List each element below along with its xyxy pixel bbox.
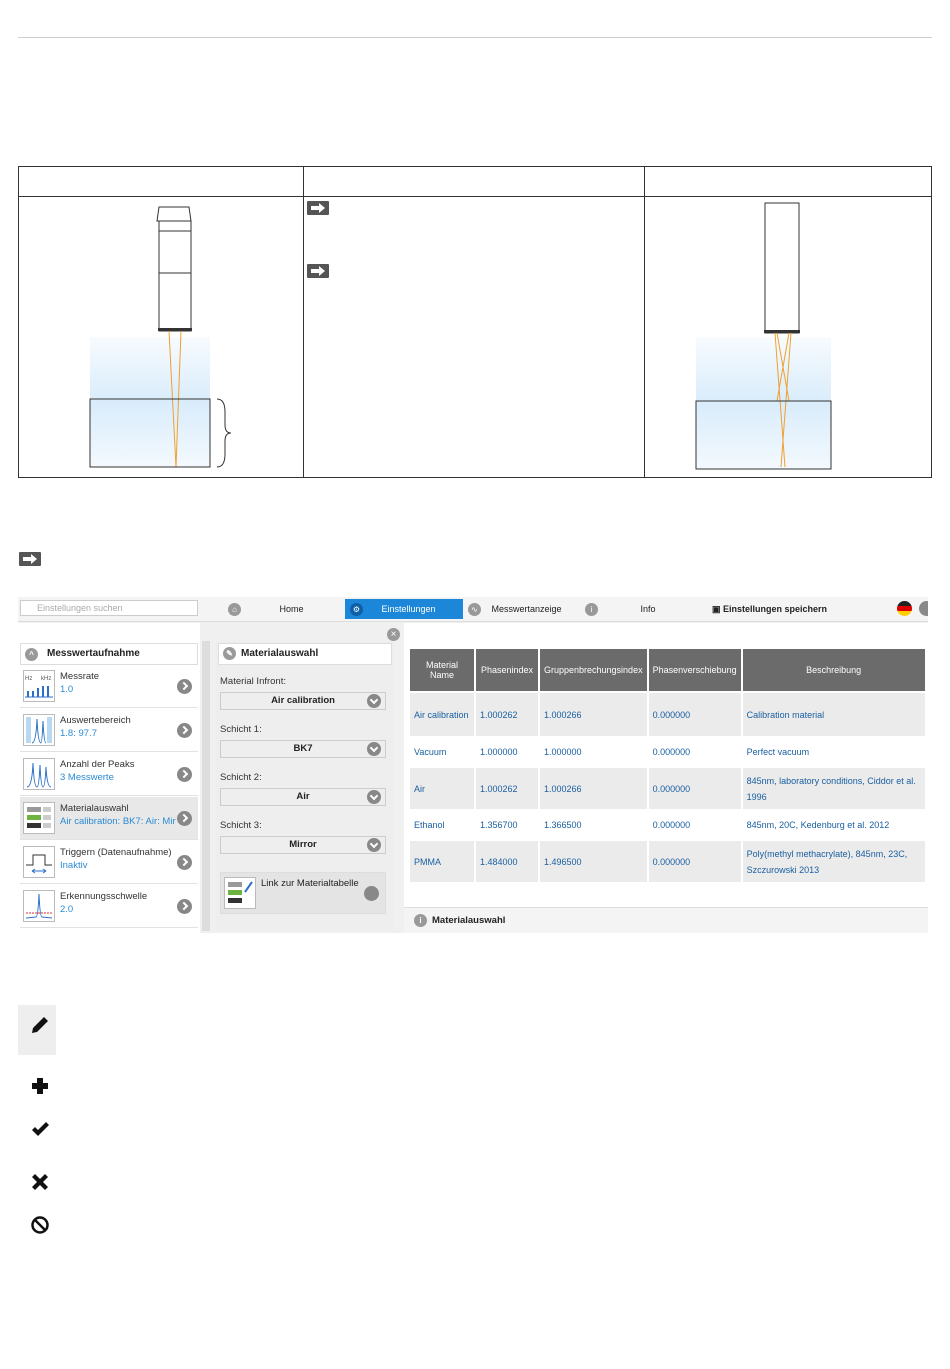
chevron-down-icon (367, 742, 381, 756)
nav-settings[interactable]: ⚙ Einstellungen (345, 599, 463, 619)
home-icon: ⌂ (228, 603, 241, 616)
sensor-glass-diagram (645, 197, 932, 479)
chevron-icon[interactable] (919, 601, 928, 616)
table-row[interactable]: Air calibration 1.000262 1.000266 0.000000 Calibration material (410, 693, 925, 736)
forbidden-icon (30, 1215, 50, 1235)
chevron-down-icon (367, 694, 381, 708)
chevron-down-icon (367, 838, 381, 852)
chevron-right-icon[interactable] (177, 899, 192, 914)
software-screenshot (18, 597, 928, 933)
chevron-right-icon[interactable] (177, 723, 192, 738)
svg-text:Hz: Hz (25, 676, 33, 682)
material-table-icon (224, 877, 256, 909)
arrow-icon (307, 264, 329, 283)
list-item[interactable]: Hz kHz Messrate 1.0 (20, 665, 198, 708)
list-item[interactable]: Anzahl der Peaks 3 Messwerte (20, 753, 198, 796)
nav-info[interactable]: i Info (585, 599, 695, 619)
arrow-icon (19, 552, 41, 571)
nav-measurement[interactable]: ∿ Messwertanzeige (468, 599, 578, 619)
list-item[interactable]: Triggern (Datenaufnahme) Inaktiv (20, 841, 198, 884)
settings-list (18, 623, 200, 933)
top-rule (18, 37, 932, 38)
chevron-right-icon[interactable] (177, 767, 192, 782)
wave-icon: ∿ (468, 603, 481, 616)
nav-save[interactable]: ▣ Einstellungen speichern (712, 604, 828, 614)
chevron-down-icon (367, 790, 381, 804)
list-item[interactable]: Auswertebereich 1.8: 97.7 (20, 709, 198, 752)
table-row[interactable]: Air 1.000262 1.000266 0.000000 845nm, laboratory conditions, Ciddor et al. 1996 (410, 768, 925, 809)
layer3-select[interactable]: Mirror (220, 836, 386, 854)
plus-icon (30, 1076, 50, 1096)
material-table: Material Name Phasenindex Gruppenbrechungsindex Phasenverschiebung Beschreibung Air calibration 1.000262 1.000266 0.000000 Calibration material Vacuum 1.000000 1.000000 0.000000 Perfect vacuum Air 1.000262 1.000266 0.000000 845nm, laboratory conditions, Ciddor et al. 1996 Ethanol 1.356700 1.366500 0.000000 845nm, 20C, Kedenburg et al. 2012 PMMA 1.484000 1.496500 0.000000 Poly(methyl methacrylate), 845nm, 23C, Szczurowski 2013 (408, 647, 927, 884)
nav-home[interactable]: ⌂ Home (228, 599, 338, 619)
pencil-icon (29, 1014, 51, 1036)
table-footer: i Materialauswahl (404, 907, 928, 933)
scrollbar[interactable] (202, 641, 210, 931)
material-infront-select[interactable]: Air calibration (220, 692, 386, 710)
top-navigation (18, 597, 928, 622)
list-item[interactable]: Erkennungsschwelle 2.0 (20, 885, 198, 928)
collapse-icon: ^ (25, 648, 38, 661)
arrow-icon (307, 201, 329, 220)
chevron-right-icon[interactable] (177, 855, 192, 870)
gear-icon: ⚙ (350, 603, 363, 616)
layer1-select[interactable]: BK7 (220, 740, 386, 758)
material-thumbnail-icon (23, 802, 55, 834)
svg-text:kHz: kHz (41, 676, 52, 682)
material-table-link[interactable]: Link zur Materialtabelle (220, 872, 386, 914)
chevron-right-icon[interactable] (177, 811, 192, 826)
sensor-thickness-diagram (19, 197, 303, 479)
table-row[interactable]: Ethanol 1.356700 1.366500 0.000000 845nm, 20C, Kedenburg et al. 2012 (410, 811, 925, 839)
rate-thumbnail-icon (23, 670, 55, 702)
german-flag-icon[interactable] (897, 601, 912, 616)
layer2-select[interactable]: Air (220, 788, 386, 806)
diagram-table-header (19, 167, 931, 197)
diagram-table (18, 166, 932, 478)
save-icon: ▣ (712, 604, 721, 614)
cross-icon (30, 1172, 50, 1192)
range-thumbnail-icon (23, 714, 55, 746)
search-input[interactable]: Einstellungen suchen (20, 600, 198, 616)
chevron-right-icon[interactable] (177, 679, 192, 694)
panel-title: ✎ Materialauswahl (218, 643, 392, 665)
peaks-thumbnail-icon (23, 758, 55, 790)
material-table-panel (404, 623, 928, 933)
list-item-selected[interactable]: Materialauswahl Air calibration: BK7: Air: Mir (20, 797, 198, 840)
check-icon (30, 1120, 50, 1140)
info-icon: i (414, 914, 427, 927)
pencil-icon: ✎ (223, 647, 236, 660)
table-row[interactable]: PMMA 1.484000 1.496500 0.000000 Poly(methyl methacrylate), 845nm, 23C, Szczurowski 2013 (410, 841, 925, 882)
trigger-thumbnail-icon (23, 846, 55, 878)
table-row[interactable]: Vacuum 1.000000 1.000000 0.000000 Perfect vacuum (410, 738, 925, 766)
material-panel: ✎ Materialauswahl Material Infront: Air calibration Schicht 1: BK7 Schicht 2: Air Schicht 3: Mirror Link zur Materialtabelle (216, 641, 394, 931)
chevron-right-icon[interactable] (364, 886, 379, 901)
threshold-thumbnail-icon (23, 890, 55, 922)
section-header[interactable]: ^ Messwertaufnahme (20, 643, 198, 665)
info-icon: i (585, 603, 598, 616)
close-icon[interactable]: × (387, 628, 400, 641)
